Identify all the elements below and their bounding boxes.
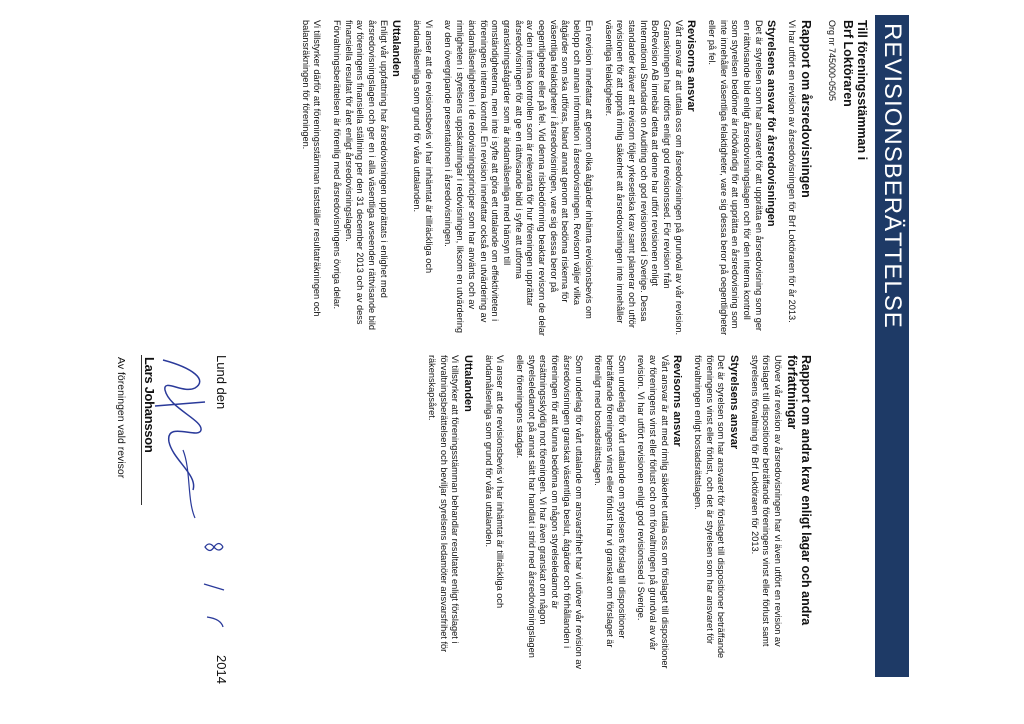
auditor-responsibility-heading: Revisorns ansvar <box>671 355 684 447</box>
opinion-text: Enligt vår uppfattning har årsredovisningen upprättats i enlighet med årsredovisningslagen och ger en i alla väsentliga avseenden rättvisande bild av föreningens finansiella ställning per den 31 december 2013 och av dess finansiella resultat för året enligt årsredovisningslagen. Förvaltningsberättelsen är förenlig med årsredovisningens övriga delar. <box>332 20 389 331</box>
board-responsibility-text: Det är styrelsen som har ansvaret för förslaget till dispositioner beträffande föreningens vinst eller förlust, och det är styrelsen som har ansvaret för förvaltningen enligt bostadsrättslagen. <box>692 355 727 659</box>
discharge-basis-text: Som underlag för vårt uttalande om ansvarsfrihet har vi utöver vår revision av årsredovisningen granskat väsentliga beslut, åtgärder och förhållanden i föreningen för att kunna bedöma om någon styrelseledamot är ersättningsskyldig mot föreningen. Vi har även granskat om någon styrelseledamot på annat sätt har handlat i strid med årsredovisningslagen eller föreningens stadgar. <box>515 355 584 670</box>
other-intro-text: Utöver vår revision av årsredovisningen har vi även utfört en revision av förslaget till dispositioner beträffande föreningens vinst eller förlust samt styrelsens förvaltning för Brf Loktöraren för 2013. <box>749 355 783 647</box>
signature-block <box>89 355 229 684</box>
audit-scope-text: En revision innefattar att genom olika åtgärder inhämta revisionsbevis om belopp och annan information i årsredovisningen. Revisorn väljer vilka åtgärder som ska utföras, bland annat genom att bedöma riskerna för väsentliga felaktigheter i årsredovisningen, vare sig dessa beror på oegentligheter eller på fel. Vid denna riskbedömning beaktar revisorn de delar av den interna kontrollen som är relevanta för hur föreningen upprättar årsredovisningen för att ge en rättvisande bild i syfte att utforma granskningsåtgärder som är ändamålsenliga med hänsyn till omständigheterna, men inte i syfte att göra ett uttalande om effektiviteten i föreningens interna kontroll. En revision innefattar också en utvärdering av ändamålsenligheten i de redovisningsprinciper som har använts och av rimligheten i styrelsens uppskattningar i redovisningen, liksom en utvärdering av den övergripande presentationen i årsredovisningen. <box>443 20 594 336</box>
audit-evidence-text: Vi anser att de revisionsbevis vi har inhämtat är tillräckliga och ändamålsenliga som grund för våra uttalanden. <box>412 20 434 274</box>
association-name: Brf Loktöraren <box>841 20 855 107</box>
auditor-responsibility-text: Vårt ansvar är att uttala oss om årsredovisningen på grundval av vår revision. Granskningen har utförts enligt god revisionssed. För revision från BoRevision AB innebär detta att denne har utfört revisionen enligt International Standards on Auditing och god revisionssed i Sverige. Dessa standarder kräver att revisorn följer yrkesetiska krav samt planerar och utför revisionen för att uppnå rimlig säkerhet att årsredovisningen inte innehåller väsentliga felaktigheter. <box>603 20 684 336</box>
org-number: Org nr 745000-0505 <box>827 20 837 102</box>
other-requirements-heading: Rapport om andra krav enligt lagar och andra författningar <box>785 355 813 626</box>
board-responsibility-heading: Styrelsens ansvar <box>727 355 740 450</box>
board-responsibility-text: Det är styrelsen som har ansvaret för att upprätta en årsredovisning som ger en rättvisande bild enligt årsredovisningslagen och för den interna kontroll som styrelsen bedömer är nödvändig för att upprätta en årsredovisning som inte innehåller väsentliga felaktigheter, vare sig dessa beror på oegentligheter eller på fel. <box>706 20 764 336</box>
intro-text: Vi har utfört en revision av årsredovisningen för Brf Loktöraren för år 2013. <box>787 20 797 323</box>
opinions-heading: Uttalanden <box>390 20 403 77</box>
opinions-heading: Uttalanden <box>461 355 474 412</box>
addressee-line: Till föreningsstämman i <box>855 20 869 161</box>
left-column <box>291 20 819 336</box>
board-responsibility-heading: Styrelsens ansvar för årsredovisningen <box>765 20 778 227</box>
addressee-header <box>827 20 869 620</box>
dispositions-basis-text: Som underlag för vårt uttalande om styrelsens förslag till dispositioner beträffande föreningens vinst eller förlust har vi granskat om förslaget är förenligt med bostadsrättslagen. <box>593 355 627 648</box>
auditor-name: Lars Johansson <box>142 357 157 453</box>
audit-evidence-text: Vi anser att de revisionsbevis vi har inhämtat är tillräckliga och ändamålsenliga som grund för våra uttalanden. <box>483 355 506 609</box>
signing-place: Lund den <box>214 355 229 410</box>
signature-line <box>141 355 142 505</box>
auditor-responsibility-heading: Revisorns ansvar <box>685 20 698 112</box>
annual-report-heading: Rapport om årsredovisningen <box>799 20 813 198</box>
report-banner: REVISIONSBERÄTTELSE <box>875 15 909 677</box>
auditor-role: Av föreningen vald revisor <box>115 357 127 479</box>
signing-year: 2014 <box>214 655 229 684</box>
auditor-responsibility-text: Vårt ansvar är att med rimlig säkerhet uttala oss om förslaget till dispositioner av föreningens vinst eller förlust och om förvaltningen på grundval av vår revision. Vi har utfört revisionen enligt god revisionssed i Sverige. <box>636 355 670 669</box>
discharge-opinion-text: Vi tillstyrker att föreningsstämman behandlar resultatet enligt förslaget i förvaltningsberättelsen och beviljar styrelsens ledamöter ansvarsfrihet för räkenskapsåret. <box>427 355 461 653</box>
right-column <box>417 355 819 671</box>
recommendation-text: Vi tillstyrker därför att föreningsstämman fastställer resultaträkningen och balansräkningen för föreningen. <box>300 20 323 317</box>
